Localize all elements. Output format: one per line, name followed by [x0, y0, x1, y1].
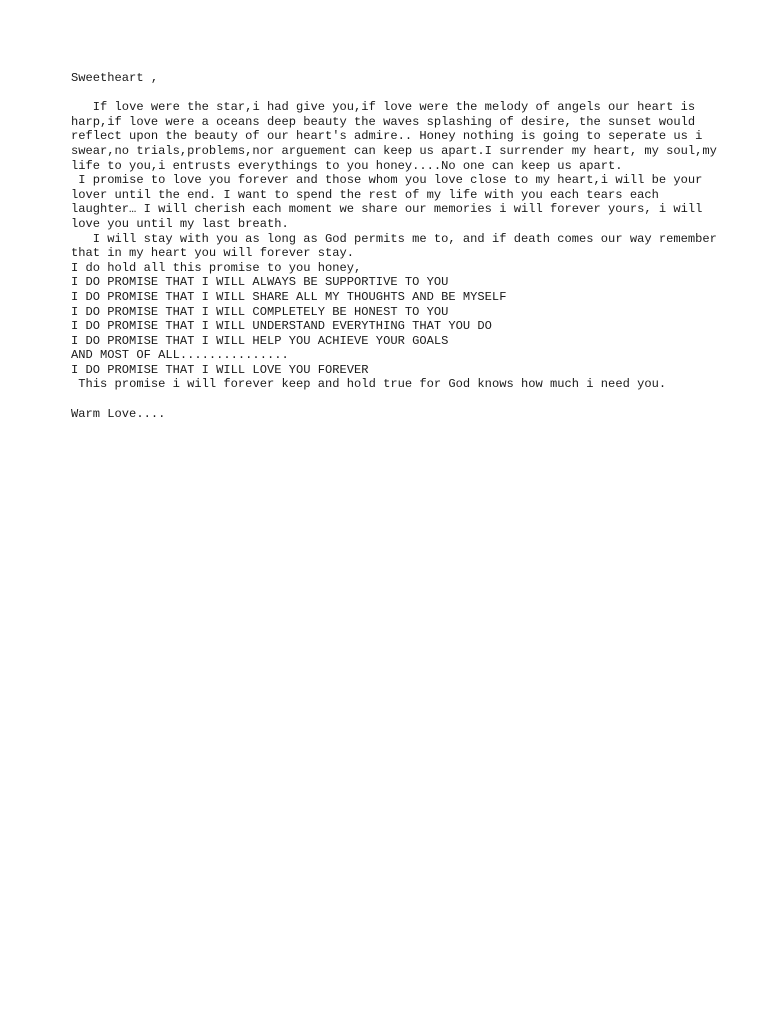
promise-love-forever: I DO PROMISE THAT I WILL LOVE YOU FOREVER: [71, 362, 369, 377]
letter-page: [71, 71, 731, 421]
paragraph-love-star: If love were the star,i had give you,if love were the melody of angels our heart is harp,if love were a oceans deep beauty the waves splashing of desire, the sunset would reflect upon the beauty of our heart's admire.. Honey nothing is going to seperate us i swear,no trials,problems,nor arguement can keep us apart.I surrender my heart, my soul,my life to you,i entrusts everythings to you honey....No one can keep us apart.: [71, 100, 725, 173]
promise-intro: I do hold all this promise to you honey,: [71, 260, 362, 275]
salutation: Sweetheart ,: [71, 71, 159, 85]
most-of-all: AND MOST OF ALL...............: [71, 348, 289, 363]
paragraph-keep-promise: This promise i will forever keep and hold true for God knows how much i need you.: [71, 377, 667, 392]
promise-goals: I DO PROMISE THAT I WILL HELP YOU ACHIEVE YOUR GOALS: [71, 333, 449, 348]
closing: Warm Love....: [71, 406, 166, 421]
promise-supportive: I DO PROMISE THAT I WILL ALWAYS BE SUPPORTIVE TO YOU: [71, 275, 449, 290]
blank-line: [71, 86, 731, 101]
promise-honest: I DO PROMISE THAT I WILL COMPLETELY BE HONEST TO YOU: [71, 304, 449, 319]
blank-line: [71, 392, 731, 407]
paragraph-promise-forever: I promise to love you forever and those whom you love close to my heart,i will be your lover until the end. I want to spend the rest of my life with you each tears each laughter… I will cherish each moment we share our memories i will forever yours, i will love you until my last breath.: [71, 173, 710, 231]
paragraph-stay-with-you: I will stay with you as long as God permits me to, and if death comes our way remember that in my heart you will forever stay.: [71, 231, 725, 261]
promise-understand: I DO PROMISE THAT I WILL UNDERSTAND EVERYTHING THAT YOU DO: [71, 319, 492, 334]
promise-share-thoughts: I DO PROMISE THAT I WILL SHARE ALL MY THOUGHTS AND BE MYSELF: [71, 289, 507, 304]
